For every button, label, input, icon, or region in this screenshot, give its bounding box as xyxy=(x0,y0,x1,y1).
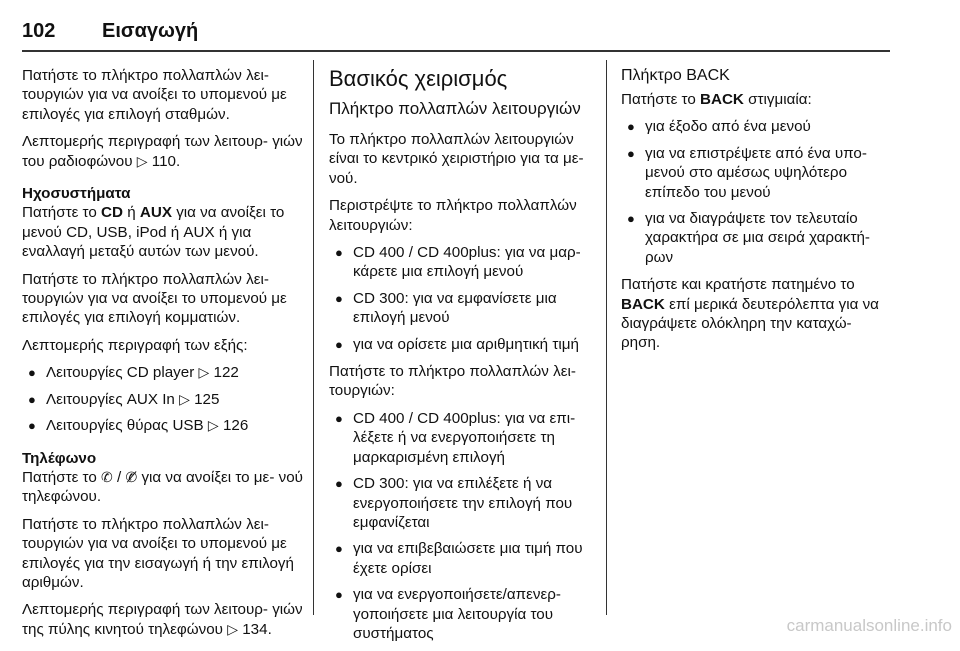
list-item: ● για έξοδο από ένα μενού xyxy=(621,117,891,136)
section-title: Βασικός χειρισμός xyxy=(329,66,508,91)
ref-arrow-icon: ▷ xyxy=(207,417,219,434)
bullet-list xyxy=(621,117,891,267)
page-ref: 122 xyxy=(213,364,239,382)
paragraph: Πατήστε το πλήκτρο πολλαπλών λει- τουργιών για να ανοίξει το υπομενού με επιλογές για επιλογή σταθμών. xyxy=(22,67,287,123)
back-key-label: BACK xyxy=(700,91,744,108)
header-rule xyxy=(22,50,890,52)
page-number: 102 xyxy=(22,20,56,42)
list-item: ● Λειτουργίες θύρας USB ▷ 126 xyxy=(22,416,304,435)
paragraph: Λεπτομερής περιγραφή των εξής: xyxy=(22,336,248,354)
list-item: ● CD 300: για να επιλέξετε ή να ενεργοποιήσετε την επιλογή που εμφανίζεται xyxy=(329,474,593,532)
page-header xyxy=(22,20,938,50)
list-item: ● για να επιστρέψετε από ένα υπο- μενού στο αμέσως υψηλότερο επίπεδο του μενού xyxy=(621,144,891,202)
bullet-list xyxy=(329,409,593,643)
list-item: ● Λειτουργίες AUX In ▷ 125 xyxy=(22,390,304,409)
list-item: ● για να ορίσετε μια αριθμητική τιμή xyxy=(329,335,593,354)
section-heading: Τηλέφωνο xyxy=(22,449,97,467)
paragraph: Πατήστε και κρατήστε πατημένο το BACK επί μερικά δευτερόλεπτα για να διαγράψετε ολόκληρη την καταχώ- ρηση. xyxy=(621,276,879,352)
column-divider xyxy=(313,60,314,615)
list-item: ● CD 400 / CD 400plus: για να επι- λέξετε ή να ενεργοποιήσετε τη μαρκαρισμένη επιλογή xyxy=(329,409,593,467)
section-heading: Ηχοσυστήματα xyxy=(22,185,131,203)
paragraph: Περιστρέψτε το πλήκτρο πολλαπλών λειτουργιών: xyxy=(329,197,577,234)
ref-arrow-icon: ▷ xyxy=(136,152,148,169)
ref-arrow-icon: ▷ xyxy=(179,390,190,407)
list-item: ● για να ενεργοποιήσετε/απενερ- γοποιήσετε μια λειτουργία του συστήματος xyxy=(329,585,593,643)
page-ref: 126 xyxy=(222,417,249,435)
column-1 xyxy=(22,66,304,647)
page-ref: 134. xyxy=(242,620,272,638)
subsection-title: Πλήκτρο πολλαπλών λειτουργιών xyxy=(329,99,581,118)
paragraph: Πατήστε το CD ή AUX για να ανοίξει το μενού CD, USB, iPod ή AUX ή για εναλλαγή μεταξύ αυτών των μενού. xyxy=(22,204,285,261)
column-3 xyxy=(621,66,891,361)
reference-list xyxy=(22,363,304,435)
aux-key-label: AUX xyxy=(139,204,172,222)
paragraph: Πατήστε το πλήκτρο πολλαπλών λει- τουργιών για να ανοίξει το υπομενού με επιλογές για την εισαγωγή ή την επιλογή αριθμών. xyxy=(22,515,294,591)
phone-muted-icon: ✆̸ xyxy=(125,468,138,485)
column-divider xyxy=(606,60,607,615)
paragraph: Λεπτομερής περιγραφή των λειτουρ- γιών της πύλης κινητού τηλεφώνου ▷ 134. xyxy=(22,601,303,638)
phone-icon: ✆ xyxy=(101,468,113,485)
list-item: ● για να επιβεβαιώσετε μια τιμή που έχετε ορίσει xyxy=(329,539,593,578)
page-ref: 125 xyxy=(194,390,220,408)
ref-arrow-icon: ▷ xyxy=(227,620,238,637)
page-ref: 110. xyxy=(151,152,181,170)
back-key-label: BACK xyxy=(621,295,665,313)
paragraph: Πατήστε το ✆ / ✆̸ για να ανοίξει το με- νού τηλεφώνου. xyxy=(22,468,303,506)
page-title: Εισαγωγή xyxy=(102,20,199,42)
paragraph: Πατήστε το πλήκτρο πολλαπλών λει- τουργιών για να ανοίξει το υπομενού με επιλογές για επιλογή κομματιών. xyxy=(22,270,287,327)
list-item: ● Λειτουργίες CD player ▷ 122 xyxy=(22,363,304,382)
paragraph: Το πλήκτρο πολλαπλών λειτουργιών είναι το κεντρικό χειριστήριο για τα με- νού. xyxy=(329,131,584,187)
paragraph: Λεπτομερής περιγραφή των λειτουρ- γιών του ραδιοφώνου ▷ 110. xyxy=(22,133,303,170)
paragraph: Πατήστε το πλήκτρο πολλαπλών λει- τουργιών: xyxy=(329,363,576,400)
subsection-title: Πλήκτρο BACK xyxy=(621,67,730,84)
watermark: carmanualsonline.info xyxy=(786,616,952,635)
ref-arrow-icon: ▷ xyxy=(198,364,210,381)
list-item: ● για να διαγράψετε τον τελευταίο χαρακτήρα σε μια σειρά χαρακτή- ρων xyxy=(621,209,891,267)
list-item: ● CD 300: για να εμφανίσετε μια επιλογή μενού xyxy=(329,289,593,328)
cd-key-label: CD xyxy=(101,204,123,222)
paragraph: Πατήστε το BACK στιγμιαία: xyxy=(621,91,812,108)
bullet-list xyxy=(329,243,593,354)
list-item: ● CD 400 / CD 400plus: για να μαρ- κάρετε μια επιλογή μενού xyxy=(329,243,593,282)
column-2 xyxy=(329,66,593,651)
